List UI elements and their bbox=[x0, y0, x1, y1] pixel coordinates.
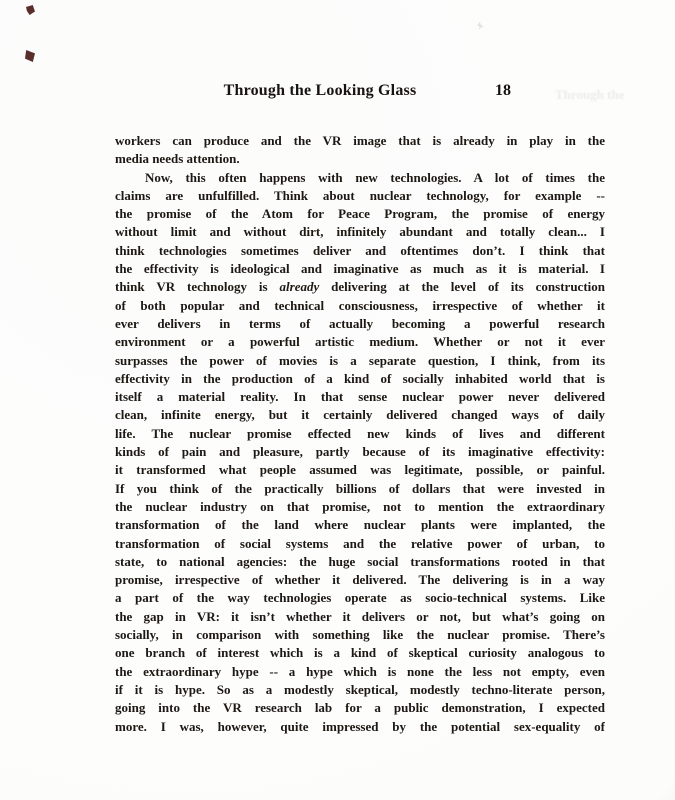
text-line: it transformed what people assumed was legitimate, possible, or painful. bbox=[115, 462, 605, 478]
page-corner-shadow bbox=[623, 764, 675, 800]
text-line: state, to national agencies: the huge social transformations rooted in that bbox=[115, 553, 605, 569]
text-line: surpasses the power of movies is a separate question, I think, from its bbox=[115, 352, 605, 368]
text-line: the promise of the Atom for Peace Program, the promise of energy bbox=[115, 206, 605, 222]
text-line: think technologies sometimes deliver and oftentimes don’t. I think that bbox=[115, 242, 605, 258]
scan-speck bbox=[477, 22, 484, 30]
text-line: the extraordinary hype -- a hype which is none the less not empty, even bbox=[115, 663, 605, 679]
page-title: Through the Looking Glass bbox=[223, 82, 417, 99]
text-line: of both popular and technical consciousness, irrespective of whether it bbox=[115, 297, 605, 313]
text-line: life. The nuclear promise effected new kinds of lives and different bbox=[115, 425, 605, 441]
body-text bbox=[115, 132, 605, 736]
text-line: socially, in comparison with something like the nuclear promise. There’s bbox=[115, 627, 605, 643]
page-header bbox=[115, 82, 625, 102]
text-line: without limit and without dirt, infinitely abundant and totally clean... I bbox=[115, 224, 605, 240]
text-line: ever delivers in terms of actually becoming a powerful research bbox=[115, 315, 605, 331]
text-line: claims are unfulfilled. Think about nuclear technology, for example -- bbox=[115, 187, 605, 203]
text-line: one branch of interest which is a kind of skeptical curiosity analogous to bbox=[115, 645, 605, 661]
text-line: effectivity in the production of a kind of socially inhabited world that is bbox=[115, 370, 605, 386]
text-line: if it is hype. So as a modestly skeptical, modestly techno-literate person, bbox=[115, 681, 605, 697]
text-line: Now, this often happens with new technologies. A lot of times the bbox=[145, 169, 605, 185]
text-line: workers can produce and the VR image that is already in play in the bbox=[115, 133, 605, 148]
text-line: a part of the way technologies operate as socio-technical systems. Like bbox=[115, 590, 605, 606]
text-line: environment or a powerful artistic medium. Whether or not it ever bbox=[115, 334, 605, 350]
text-line: the effectivity is ideological and imaginative as much as it is material. I bbox=[115, 261, 605, 277]
text-line: itself a material reality. In that sense nuclear power never delivered bbox=[115, 389, 605, 405]
text-line: going into the VR research lab for a public demonstration, I expected bbox=[115, 700, 605, 716]
text-line: media needs attention. bbox=[115, 151, 240, 167]
text-line: the nuclear industry on that promise, not to mention the extraordinary bbox=[115, 498, 605, 514]
text-line: think VR technology is already delivering at the level of its construction bbox=[115, 279, 605, 295]
text-line: kinds of pain and pleasure, partly because of its imaginative effectivity: bbox=[115, 444, 605, 460]
text-line: the gap in VR: it isn’t whether it delivers or not, but what’s going on bbox=[115, 608, 605, 624]
ink-smudge-mark bbox=[25, 50, 35, 62]
page-number: 18 bbox=[495, 82, 511, 99]
text-line: clean, infinite energy, but it certainly delivered changed ways of daily bbox=[115, 407, 605, 423]
ink-smudge-mark bbox=[26, 5, 35, 15]
text-line: transformation of the land where nuclear plants were implanted, the bbox=[115, 517, 605, 533]
text-line: promise, irrespective of whether it delivered. The delivering is in a way bbox=[115, 572, 605, 588]
text-line: transformation of social systems and the relative power of urban, to bbox=[115, 535, 605, 551]
text-line: If you think of the practically billions of dollars that were invested in bbox=[115, 480, 605, 496]
bleedthrough-text: Through the bbox=[555, 87, 625, 102]
text-line: more. I was, however, quite impressed by the potential sex-equality of bbox=[115, 718, 605, 734]
